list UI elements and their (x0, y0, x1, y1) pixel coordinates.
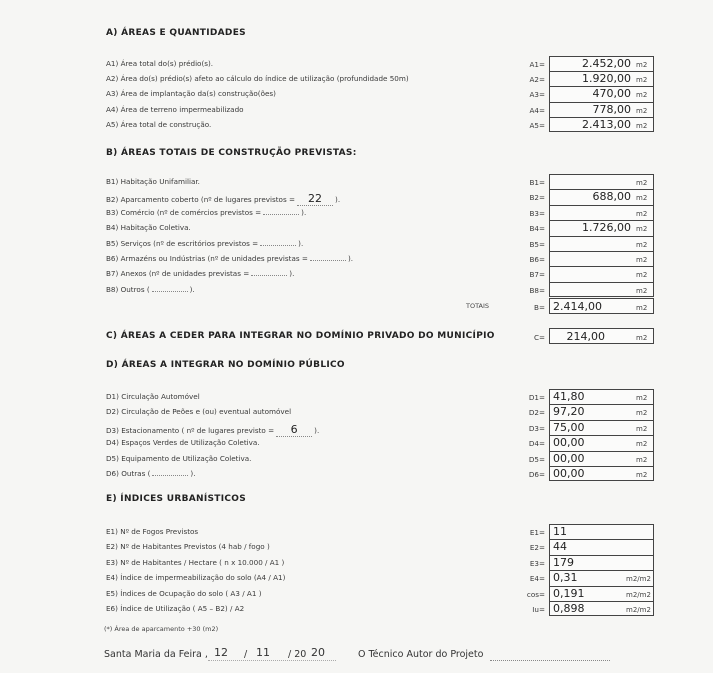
signature-line[interactable] (490, 659, 610, 661)
blank-fill[interactable] (310, 260, 346, 261)
section_e-row-code: E4= (529, 574, 545, 584)
section_b-row-label (106, 239, 303, 248)
row-label-suffix: ). (335, 195, 341, 205)
section_d-value: 97,20 (553, 405, 585, 419)
section_b-row-code: B4= (529, 224, 545, 234)
row-label-suffix: ). (347, 254, 354, 263)
section_e-row-code: E2= (529, 543, 545, 553)
footer-month[interactable]: 11 (256, 646, 270, 659)
row-label-text: E5) Índices de Ocupação do solo ( A3 / A1 ) (106, 588, 262, 598)
section_e-unit: m2/m2 (626, 606, 651, 614)
section_e-value: 0,898 (553, 602, 585, 615)
total-code: B= (534, 303, 545, 312)
section_e-value: 11 (553, 525, 567, 538)
row-label-text: B7) Anexos (nº de unidades previstas = (106, 269, 250, 279)
section_a-value: 470,00 (592, 87, 631, 101)
row-label-text: D6) Outras ( (106, 469, 151, 478)
section_e-row-label (106, 589, 262, 598)
row-label-text: D2) Circulação de Peões e (ou) eventual automóvel (106, 407, 292, 417)
section_d-value: 75,00 (553, 420, 585, 434)
blank-fill[interactable] (260, 245, 296, 246)
section_e-value: 179 (553, 555, 574, 569)
row-label-suffix: ). (189, 284, 195, 294)
section_a-row-code: A4= (529, 105, 545, 115)
footer-year[interactable]: 20 (311, 646, 325, 659)
section_e-row-code: Iu= (532, 605, 545, 614)
section_a-row-code: A3= (529, 90, 545, 100)
row-label-text: D5) Equipamento de Utilização Coletiva. (106, 453, 252, 463)
section_b-row-code: B8= (529, 285, 545, 295)
blank-fill[interactable] (263, 214, 299, 215)
section_e-unit: m2/m2 (626, 590, 651, 599)
section_b-unit: m2 (636, 179, 648, 187)
technician-label: O Técnico Autor do Projeto (358, 649, 484, 660)
section_b-unit: m2 (636, 240, 648, 249)
section_d-row-label (106, 392, 200, 401)
row-label-text: A5) Área total de construção. (106, 119, 212, 129)
section_e-value: 0,191 (553, 586, 585, 600)
section_c-value: 214,00 (566, 330, 605, 343)
section_d-unit: m2 (636, 455, 648, 464)
section_d-value: 00,00 (553, 436, 585, 450)
section_d-unit: m2 (636, 440, 648, 449)
section_a-unit: m2 (636, 61, 648, 69)
section_d-value: 00,00 (553, 451, 585, 465)
section_b-unit: m2 (636, 209, 648, 218)
row-label-text: D3) Estacionamento ( nº de lugares previsto = (106, 425, 275, 435)
row-label-text: D1) Circulação Automóvel (106, 392, 200, 401)
row-label-text: B1) Habitação Unifamiliar. (106, 177, 200, 186)
section_e-value: 0,31 (553, 571, 578, 585)
section_d-row-label (106, 469, 196, 478)
row-label-text: E4) Índice de impermeabilização do solo (A4 / A1) (106, 573, 286, 583)
row-label-text: E3) Nº de Habitantes / Hectare ( n x 10.000 / A1 ) (106, 557, 285, 567)
section_a-value: 1.920,00 (582, 72, 631, 86)
section_b-row-label (106, 208, 306, 217)
blank-fill[interactable]: 22 (297, 192, 333, 206)
section_e-row-label (106, 542, 270, 551)
row-label-suffix: ). (190, 469, 196, 478)
section_b-value: 1.726,00 (582, 221, 631, 235)
section_b-row-code: B5= (529, 239, 545, 249)
row-label-text: B4) Habitação Coletiva. (106, 223, 191, 233)
section_e-row-label (106, 558, 284, 567)
section_b-row-label (106, 254, 353, 263)
section_a-unit: m2 (636, 91, 648, 100)
section_d-row-label (106, 438, 260, 447)
section_b-unit: m2 (636, 271, 648, 280)
section_b-row-label (106, 192, 340, 206)
section_a-value: 2.413,00 (582, 117, 631, 131)
section_a-title: A) ÁREAS E QUANTIDADES (106, 28, 246, 38)
row-label-text: A3) Área de implantação da(s) construção(ões) (106, 89, 276, 99)
section_d-row-label (106, 423, 319, 437)
footer-place: Santa Maria da Feira , (104, 649, 208, 660)
section_a-row-label (106, 105, 244, 114)
footer-sep: / (244, 649, 248, 660)
section_d-row-code: D2= (528, 408, 545, 418)
section_a-unit: m2 (636, 76, 648, 85)
totals-label: TOTAIS (466, 302, 490, 310)
section_b-row-code: B1= (529, 178, 545, 187)
row-label-text: E6) Índice de Utilização ( A5 – B2) / A2 (106, 604, 245, 613)
date-underline (208, 659, 336, 661)
section_e-row-code: cos= (526, 589, 545, 599)
row-label-text: D4) Espaços Verdes de Utilização Coletiva. (106, 438, 260, 448)
section_a-row-label (106, 59, 213, 68)
section_e-title: E) ÍNDICES URBANÍSTICOS (106, 494, 247, 504)
total-unit: m2 (636, 304, 648, 312)
row-label-suffix: ). (314, 425, 320, 435)
section_c-unit: m2 (636, 334, 648, 342)
row-label-text: E2) Nº de Habitantes Previstos (4 hab / fogo ) (106, 542, 270, 552)
section_b-unit: m2 (636, 225, 648, 234)
section_b-row-code: B7= (529, 270, 545, 280)
section_d-row-code: D5= (528, 454, 545, 464)
section_d-unit: m2 (636, 409, 648, 418)
section_a-row-code: A5= (529, 120, 545, 130)
section_d-value: 41,80 (553, 390, 585, 403)
section_a-value: 778,00 (592, 102, 631, 116)
section_d-row-code: D4= (528, 439, 545, 449)
section_b-title: B) ÁREAS TOTAIS DE CONSTRUÇÃO PREVISTAS: (106, 148, 357, 158)
section_d-row-code: D6= (528, 470, 545, 479)
section_c-title: C) ÁREAS A CEDER PARA INTEGRAR NO DOMÍNIO PRIVADO DO MUNICÍPIO (106, 331, 495, 341)
section_e-row-label (106, 573, 285, 582)
row-label-suffix: ). (289, 269, 295, 279)
section_b-unit: m2 (636, 256, 648, 264)
section_e-row-code: E3= (529, 558, 545, 568)
section_e-unit: m2/m2 (626, 575, 651, 584)
row-label-text: B8) Outros ( (106, 284, 150, 294)
section_b-row-label (106, 269, 294, 278)
section_d-row-label (106, 407, 291, 416)
section_a-row-label (106, 120, 211, 129)
section_d-row-code: D3= (528, 423, 545, 433)
total-value: 2.414,00 (553, 300, 602, 313)
row-label-text: B6) Armazéns ou Indústrias (nº de unidades previstas = (106, 254, 308, 263)
row-label-suffix: ). (298, 238, 304, 248)
section_d-unit: m2 (636, 471, 648, 479)
section_d-row-code: D1= (528, 393, 545, 402)
section_a-row-code: A2= (529, 75, 545, 85)
section_b-unit: m2 (636, 286, 648, 295)
row-label-text: A1) Área total do(s) prédio(s). (106, 59, 214, 68)
section_a-unit: m2 (636, 121, 648, 130)
section_e-row-label (106, 604, 244, 613)
section_d-unit: m2 (636, 424, 648, 433)
section_a-row-label (106, 89, 276, 98)
row-label-text: A4) Área de terreno impermeabilizado (106, 104, 244, 114)
blank-fill[interactable] (251, 275, 287, 276)
section_a-row-code: A1= (529, 60, 545, 69)
section_b-row-label (106, 285, 195, 294)
section_b-row-label (106, 223, 191, 232)
section_d-unit: m2 (636, 394, 648, 402)
section_d-value: 00,00 (553, 467, 585, 480)
row-label-text: B3) Comércio (nº de comércios previstos = (106, 207, 262, 217)
blank-fill[interactable]: 6 (276, 423, 312, 437)
section_b-row-code: B3= (529, 208, 545, 218)
footer-year-prefix: / 20 (288, 649, 307, 660)
section_b-row-label (106, 177, 200, 186)
section_c-code: C= (533, 333, 545, 342)
section_d-row-label (106, 454, 251, 463)
row-label-text: B5) Serviços (nº de escritórios previstos = (106, 238, 259, 248)
section_a-value: 2.452,00 (582, 57, 631, 70)
row-label-text: A2) Área do(s) prédio(s) afeto ao cálculo do índice de utilização (profundidade 50m) (106, 74, 409, 84)
footer-day[interactable]: 12 (214, 646, 228, 659)
section_e-row-code: E1= (529, 528, 545, 537)
row-label-text: E1) Nº de Fogos Previstos (106, 527, 199, 536)
row-label-suffix: ). (301, 207, 307, 217)
blank-fill[interactable] (152, 291, 188, 292)
blank-fill[interactable] (152, 475, 188, 476)
section_e-value: 44 (553, 540, 567, 554)
footnote: (*) Área de aparcamento +30 (m2) (104, 625, 219, 633)
section_a-unit: m2 (636, 106, 648, 115)
section_b-unit: m2 (636, 194, 648, 203)
row-label-text: B2) Aparcamento coberto (nº de lugares previstos = (106, 195, 296, 205)
section_d-title: D) ÁREAS A INTEGRAR NO DOMÍNIO PÚBLICO (106, 360, 345, 370)
section_a-row-label (106, 74, 409, 83)
section_b-value: 688,00 (592, 190, 631, 204)
section_b-row-code: B2= (529, 193, 545, 203)
section_b-row-code: B6= (529, 255, 545, 264)
section_e-row-label (106, 527, 198, 536)
